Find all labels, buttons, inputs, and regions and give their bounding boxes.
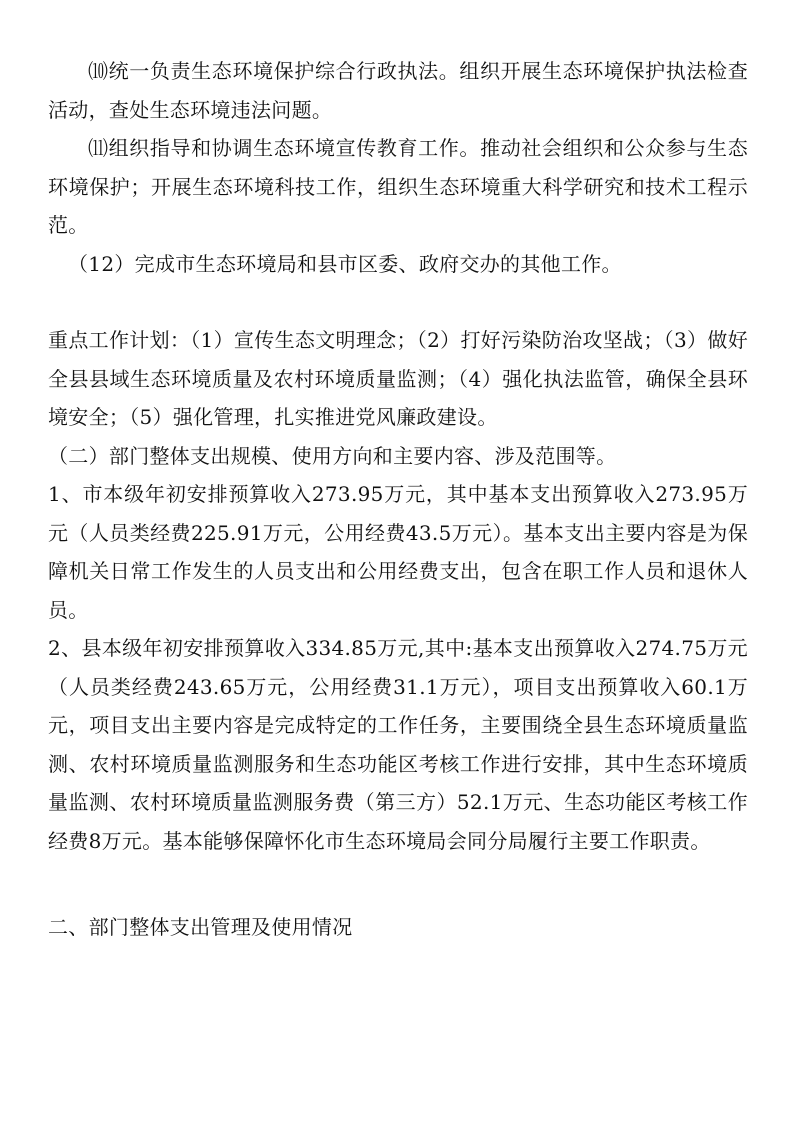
section-heading-spending-scale: （二）部门整体支出规模、使用方向和主要内容、涉及范围等。 [48,443,617,468]
paragraph-item-11: ⑾组织指导和协调生态环境宣传教育工作。推动社会组织和公众参与生态环境保护；开展生态环境科技工作，组织生态环境重大科学研究和技术工程示范。 [48,136,748,237]
paragraph-work-plan: 重点工作计划：（1）宣传生态文明理念；（2）打好污染防治攻坚战；（3）做好全县县域生态环境质量及农村环境质量监测；（4）强化执法监管，确保全县环境安全；（5）强化管理，扎实推进党风廉政建设。 [48,328,748,429]
section-heading-spending-management: 二、部门整体支出管理及使用情况 [48,915,353,939]
paragraph-county-budget: 2、县本级年初安排预算收入334.85万元,其中:基本支出预算收入274.75万元（人员类经费243.65万元，公用经费31.1万元），项目支出预算收入60.1万元，项目支出主要内容是完成特定的工作任务，主要围绕全县生态环境质量监测、农村环境质量监测服务和生态功能区考核工作进行安排，其中生态环境质量监测、农村环境质量监测服务费（第三方）52.1万元、生态功能区考核工作经费8万元。基本能够保障怀化市生态环境局会同分局履行主要工作职责。 [48,636,748,853]
paragraph-item-10: ⑽统一负责生态环境保护综合行政执法。组织开展生态环境保护执法检查活动，查处生态环境违法问题。 [48,59,748,122]
document-page [48,52,748,947]
paragraph-item-12: （12）完成市生态环境局和县市区委、政府交办的其他工作。 [68,251,622,276]
paragraph-city-budget: 1、市本级年初安排预算收入273.95万元，其中基本支出预算收入273.95万元（人员类经费225.91万元，公用经费43.5万元）。基本支出主要内容是为保障机关日常工作发生的人员支出和公用经费支出，包含在职工作人员和退休人员。 [48,482,748,622]
